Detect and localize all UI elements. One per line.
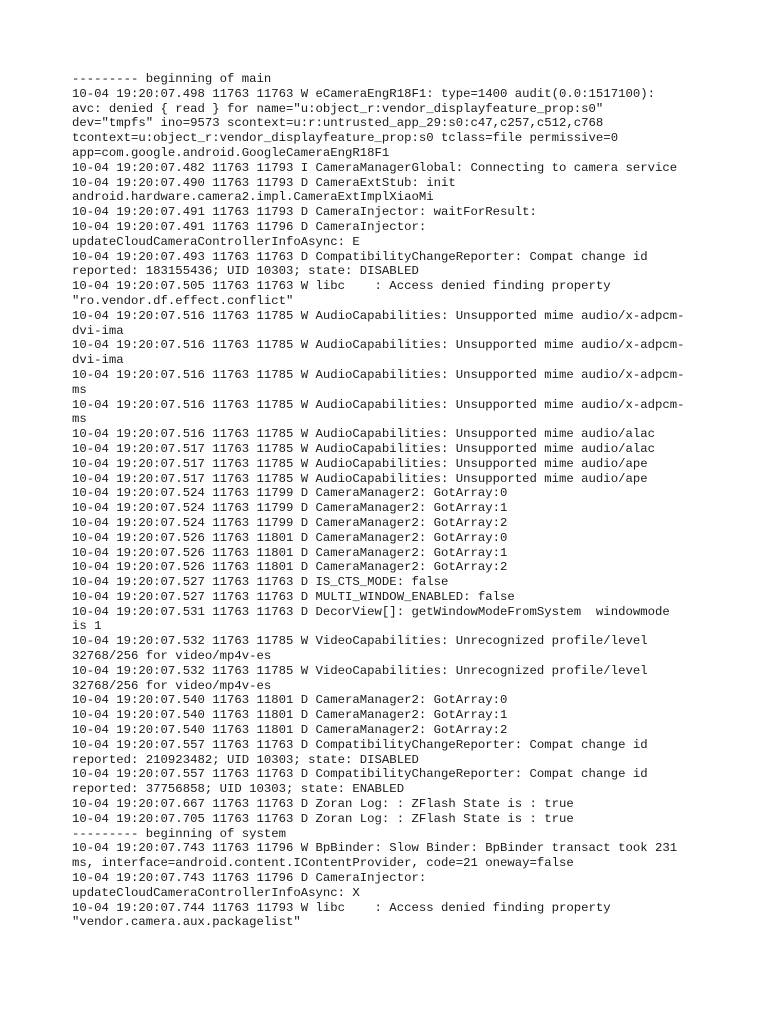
log-line: ms: [72, 382, 87, 397]
log-line: 10-04 19:20:07.667 11763 11763 D Zoran Log: : ZFlash State is : true: [72, 797, 574, 812]
log-document: [72, 72, 708, 930]
log-line: 10-04 19:20:07.524 11763 11799 D CameraManager2: GotArray:2: [72, 515, 508, 530]
log-line: --------- beginning of main: [72, 72, 272, 86]
log-line: 10-04 19:20:07.516 11763 11785 W AudioCapabilities: Unsupported mime audio/x-adpcm-: [72, 367, 685, 382]
log-line: dvi-ima: [72, 353, 124, 368]
log-line: 10-04 19:20:07.540 11763 11801 D CameraManager2: GotArray:2: [72, 723, 508, 738]
log-line: 10-04 19:20:07.490 11763 11793 D CameraExtStub: init: [72, 175, 456, 190]
log-line: is 1: [72, 619, 102, 634]
log-line: 10-04 19:20:07.527 11763 11763 D MULTI_WINDOW_ENABLED: false: [72, 589, 515, 604]
log-line: avc: denied { read } for name="u:object_r:vendor_displayfeature_prop:s0": [72, 101, 604, 116]
log-line: 10-04 19:20:07.743 11763 11796 D CameraInjector:: [72, 871, 427, 886]
log-line: 10-04 19:20:07.532 11763 11785 W VideoCapabilities: Unrecognized profile/level: [72, 634, 648, 649]
log-line: app=com.google.android.GoogleCameraEngR18F1: [72, 145, 390, 160]
log-line: 10-04 19:20:07.482 11763 11793 I CameraManagerGlobal: Connecting to camera service: [72, 160, 678, 175]
log-line: 10-04 19:20:07.516 11763 11785 W AudioCapabilities: Unsupported mime audio/x-adpcm-: [72, 308, 685, 323]
log-line: "ro.vendor.df.effect.conflict": [72, 293, 294, 308]
log-line: 10-04 19:20:07.516 11763 11785 W AudioCapabilities: Unsupported mime audio/x-adpcm-: [72, 397, 685, 412]
log-line: 10-04 19:20:07.532 11763 11785 W VideoCapabilities: Unrecognized profile/level: [72, 663, 648, 678]
log-line: 10-04 19:20:07.491 11763 11793 D CameraInjector: waitForResult:: [72, 205, 537, 220]
log-line: 10-04 19:20:07.527 11763 11763 D IS_CTS_MODE: false: [72, 575, 449, 590]
log-line: 32768/256 for video/mp4v-es: [72, 649, 272, 664]
log-line: 10-04 19:20:07.517 11763 11785 W AudioCapabilities: Unsupported mime audio/ape: [72, 456, 648, 471]
log-line: 10-04 19:20:07.516 11763 11785 W AudioCapabilities: Unsupported mime audio/x-adpcm-: [72, 338, 685, 353]
log-line: reported: 210923482; UID 10303; state: DISABLED: [72, 752, 419, 767]
log-line: tcontext=u:object_r:vendor_displayfeature_prop:s0 tclass=file permissive=0: [72, 131, 619, 146]
log-line: 10-04 19:20:07.524 11763 11799 D CameraManager2: GotArray:0: [72, 486, 508, 501]
log-line: 10-04 19:20:07.526 11763 11801 D CameraManager2: GotArray:0: [72, 530, 508, 545]
log-line: ms, interface=android.content.IContentProvider, code=21 oneway=false: [72, 856, 574, 871]
log-line: reported: 37756858; UID 10303; state: ENABLED: [72, 782, 405, 797]
log-line: 10-04 19:20:07.517 11763 11785 W AudioCapabilities: Unsupported mime audio/ape: [72, 471, 648, 486]
log-line: updateCloudCameraControllerInfoAsync: X: [72, 885, 360, 900]
log-line: 10-04 19:20:07.505 11763 11763 W libc : Access denied finding property: [72, 279, 611, 294]
log-line: 10-04 19:20:07.526 11763 11801 D CameraManager2: GotArray:2: [72, 560, 508, 575]
log-line: 10-04 19:20:07.557 11763 11763 D CompatibilityChangeReporter: Compat change id: [72, 767, 648, 782]
log-line: ms: [72, 412, 87, 427]
log-line: 10-04 19:20:07.524 11763 11799 D CameraManager2: GotArray:1: [72, 501, 508, 516]
log-line: 10-04 19:20:07.705 11763 11763 D Zoran Log: : ZFlash State is : true: [72, 811, 574, 826]
log-line: 10-04 19:20:07.540 11763 11801 D CameraManager2: GotArray:0: [72, 693, 508, 708]
log-line: 10-04 19:20:07.744 11763 11793 W libc : Access denied finding property: [72, 900, 611, 915]
log-line: 10-04 19:20:07.493 11763 11763 D CompatibilityChangeReporter: Compat change id: [72, 249, 648, 264]
log-line: 10-04 19:20:07.491 11763 11796 D CameraInjector:: [72, 219, 427, 234]
log-line: dev="tmpfs" ino=9573 scontext=u:r:untrusted_app_29:s0:c47,c257,c512,c768: [72, 116, 604, 131]
log-line: 10-04 19:20:07.516 11763 11785 W AudioCapabilities: Unsupported mime audio/alac: [72, 427, 655, 442]
log-line: reported: 183155436; UID 10303; state: DISABLED: [72, 264, 419, 279]
log-line: --------- beginning of system: [72, 826, 287, 841]
log-line: 10-04 19:20:07.517 11763 11785 W AudioCapabilities: Unsupported mime audio/alac: [72, 441, 655, 456]
log-line: 32768/256 for video/mp4v-es: [72, 678, 272, 693]
log-text-body: [72, 72, 708, 930]
log-line: android.hardware.camera2.impl.CameraExtImplXiaoMi: [72, 190, 434, 205]
log-line: 10-04 19:20:07.526 11763 11801 D CameraManager2: GotArray:1: [72, 545, 508, 560]
log-line: 10-04 19:20:07.531 11763 11763 D DecorView[]: getWindowModeFromSystem windowmode: [72, 604, 670, 619]
log-line: 10-04 19:20:07.498 11763 11763 W eCameraEngR18F1: type=1400 audit(0.0:1517100):: [72, 86, 655, 101]
log-line: 10-04 19:20:07.743 11763 11796 W BpBinder: Slow Binder: BpBinder transact took 231: [72, 841, 678, 856]
log-line: updateCloudCameraControllerInfoAsync: E: [72, 234, 360, 249]
log-line: "vendor.camera.aux.packagelist": [72, 915, 301, 930]
log-line: 10-04 19:20:07.540 11763 11801 D CameraManager2: GotArray:1: [72, 708, 508, 723]
log-line: 10-04 19:20:07.557 11763 11763 D CompatibilityChangeReporter: Compat change id: [72, 737, 648, 752]
log-line: dvi-ima: [72, 323, 124, 338]
